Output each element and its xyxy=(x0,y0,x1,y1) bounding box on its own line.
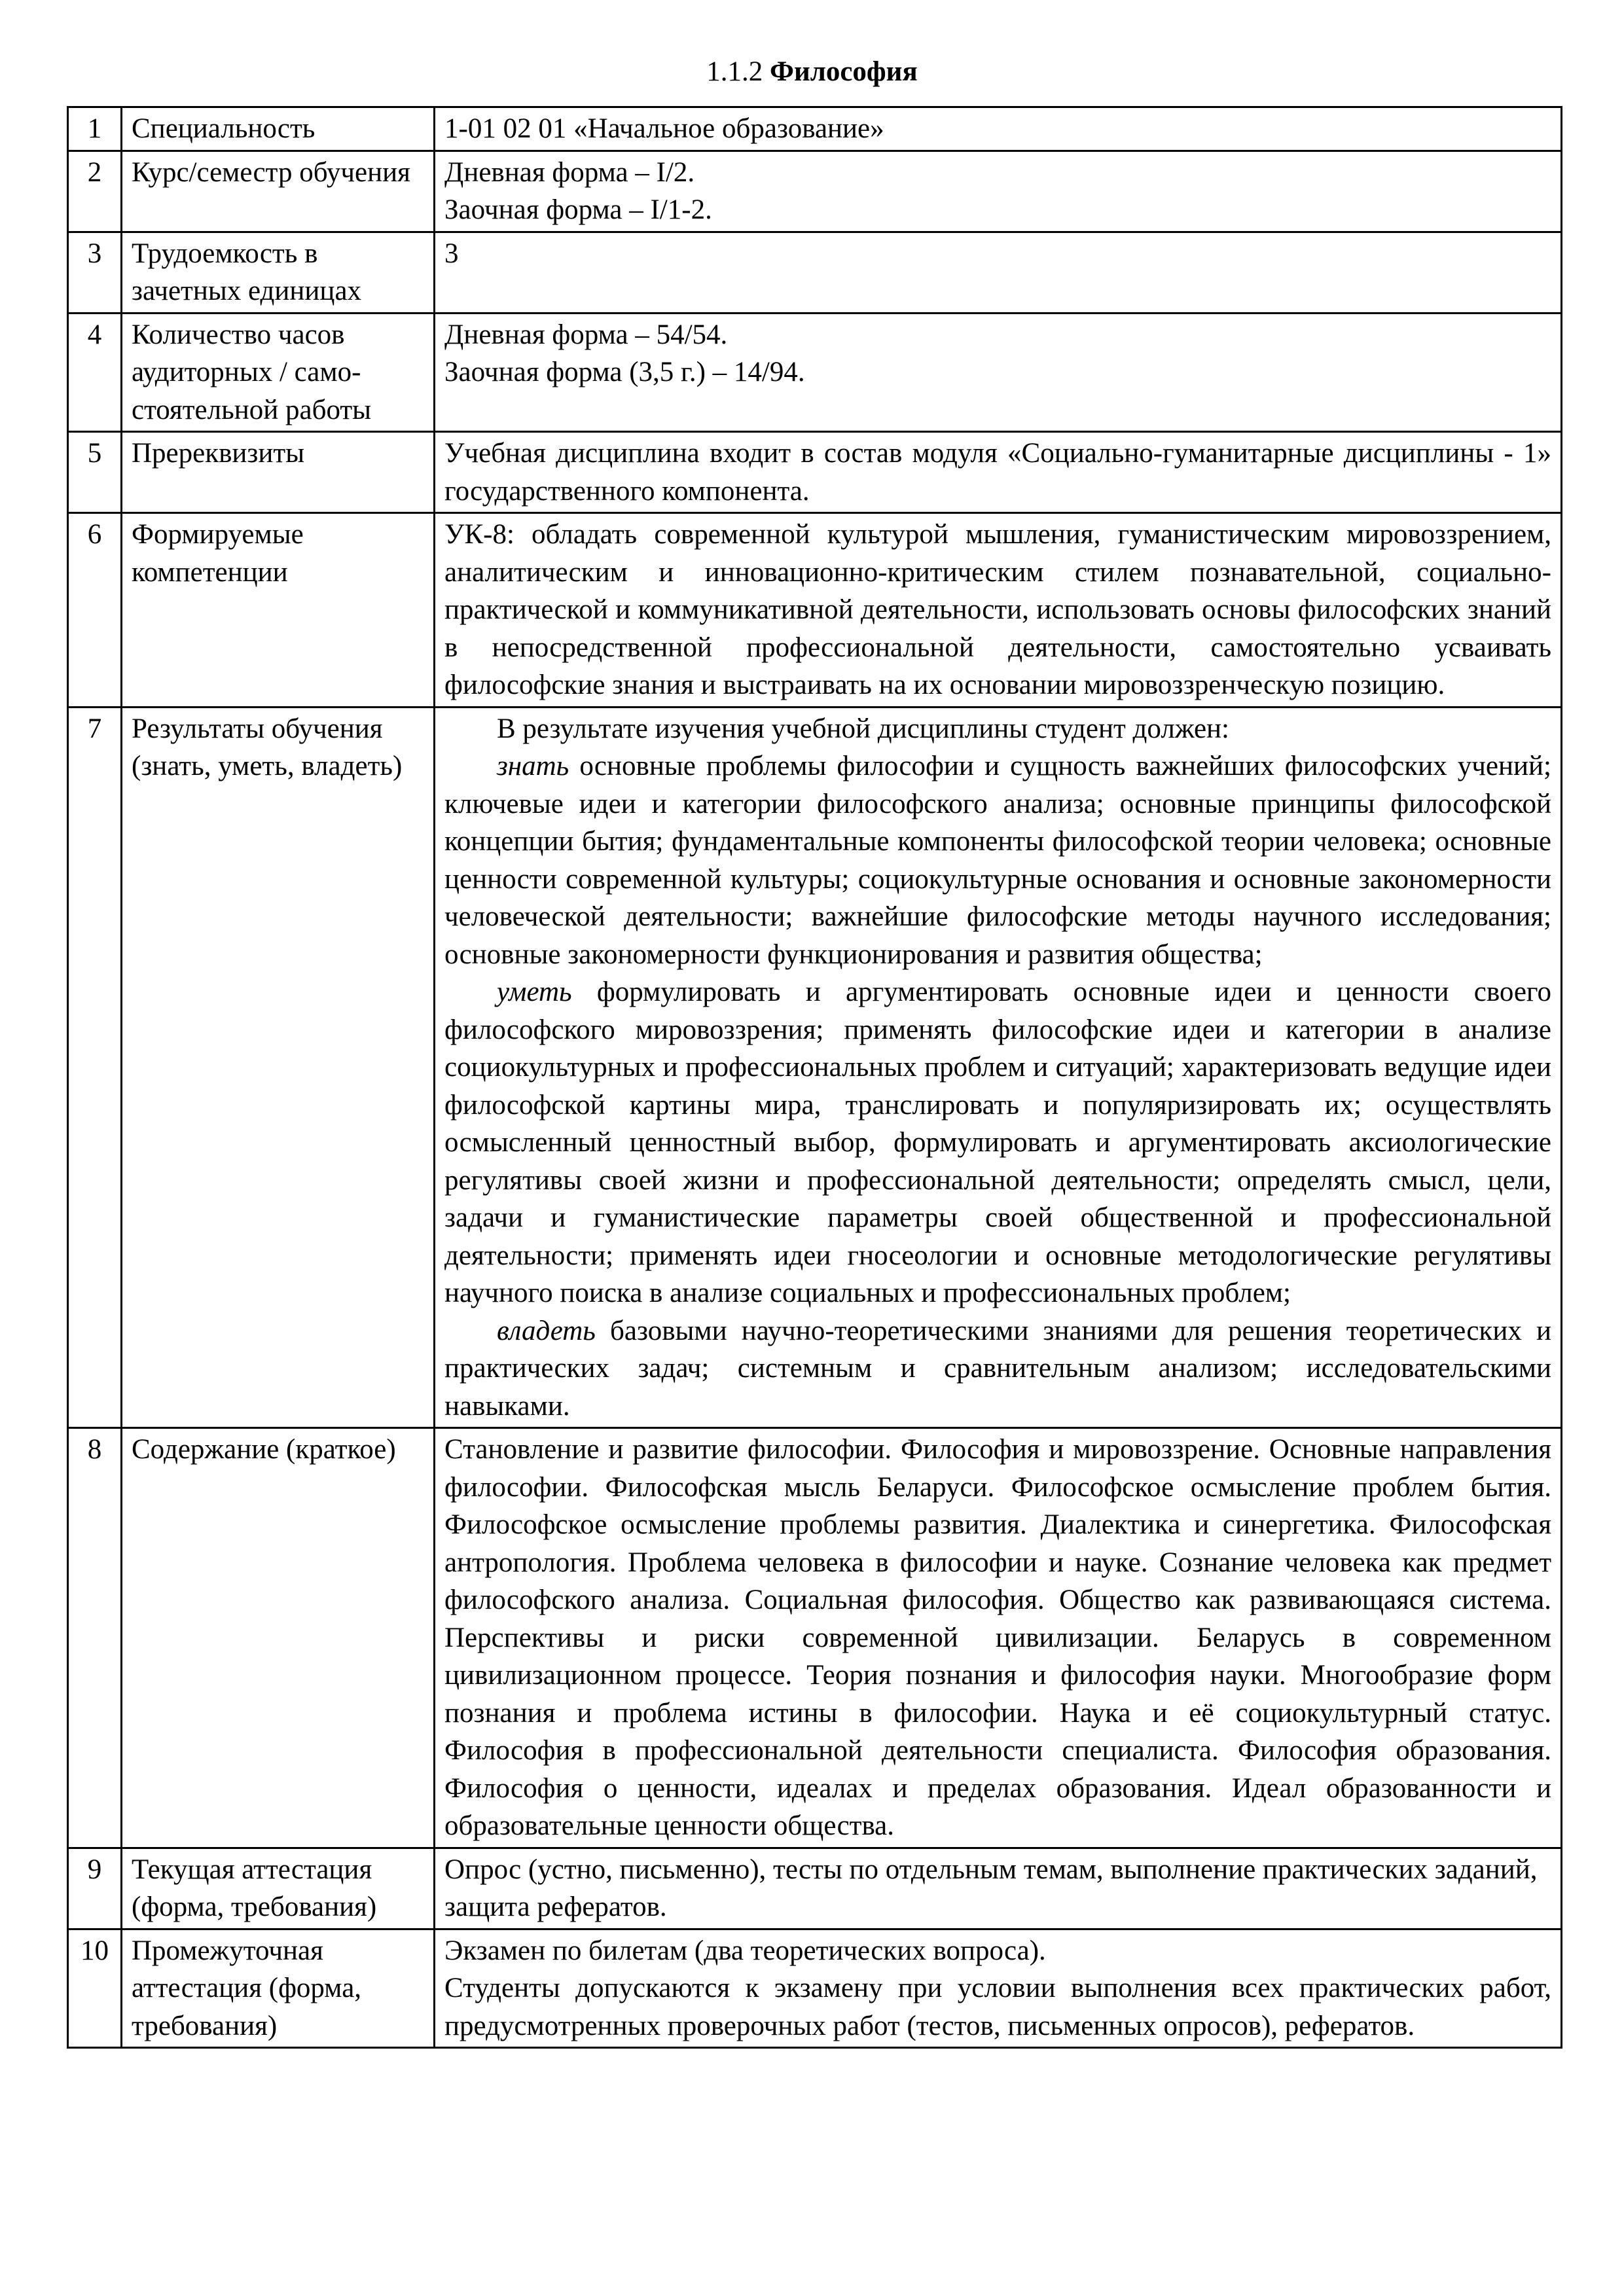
title-number: 1.1.2 xyxy=(706,56,763,87)
row-label: Результаты обучения (знать, уметь, владеть) xyxy=(122,707,435,1428)
row-number: 4 xyxy=(68,313,122,432)
learning-outcome-master xyxy=(444,1312,1551,1426)
row-content xyxy=(435,513,1562,708)
table-row xyxy=(68,107,1562,151)
row-number: 3 xyxy=(68,232,122,313)
content-paragraph: Становление и развитие философии. Философия и мировоззрение. Основные направления философии. Философская мысль Беларуси. Философское осмысление проблем бытия. Философское осмысление проблемы развития. Диалектика и синергетика. Философская антропология. Проблема человека в философии и науке. Сознание человека как предмет философского анализа. Социальная философия. Общество как развивающаяся система. Перспективы и риски современной цивилизации. Беларусь в современном цивилизационном процессе. Теория познания и философия науки. Многообразие форм познания и проблема истины в философии. Наука и её социокультурный статус. Философия в профессиональной деятельности специалиста. Философия образования. Философия о ценности, идеалах и пределах образования. Идеал образованности и образовательные ценности общества. xyxy=(444,1434,1551,1841)
row-number: 10 xyxy=(68,1929,122,2048)
content-line: Заочная форма – I/1-2. xyxy=(444,194,712,225)
table-row xyxy=(68,1929,1562,2048)
content-paragraph: Студенты допускаются к экзамену при условии выполнения всех практических работ, предусмотренных проверочных работ (тестов, письменных опросов), рефератов. xyxy=(444,1973,1551,2041)
row-number: 9 xyxy=(68,1848,122,1929)
table-row xyxy=(68,432,1562,513)
row-number: 2 xyxy=(68,151,122,232)
learning-outcomes-intro: В результате изучения учебной дисциплины студент должен: xyxy=(497,713,1230,744)
content-line: Заочная форма (3,5 г.) – 14/94. xyxy=(444,357,805,387)
row-label: Содержание (краткое) xyxy=(122,1428,435,1848)
table-row xyxy=(68,313,1562,432)
row-content xyxy=(435,1929,1562,2048)
row-label: Формируемые компетенции xyxy=(122,513,435,708)
table-row xyxy=(68,1428,1562,1848)
row-content xyxy=(435,1848,1562,1929)
outcome-text: базовыми научно-теоретическими знаниями для решения теоретических и практических задач; системным и сравнительным анализом; исследовательскими навыками. xyxy=(444,1315,1551,1422)
table-row xyxy=(68,151,1562,232)
row-number: 7 xyxy=(68,707,122,1428)
outcome-keyword: владеть xyxy=(497,1315,596,1346)
row-number: 6 xyxy=(68,513,122,708)
page-title xyxy=(0,54,1624,90)
table-row xyxy=(68,513,1562,708)
row-label: Количество часов аудиторных / само-стоятельной работы xyxy=(122,313,435,432)
row-label: Специальность xyxy=(122,107,435,151)
table-row xyxy=(68,1848,1562,1929)
learning-outcome-can xyxy=(444,973,1551,1312)
row-label: Трудоемкость в зачетных единицах xyxy=(122,232,435,313)
row-content xyxy=(435,151,1562,232)
content-line: Дневная форма – 54/54. xyxy=(444,319,728,350)
row-content xyxy=(435,707,1562,1428)
content-line: 1-01 02 01 «Начальное образование» xyxy=(444,113,884,144)
discipline-table xyxy=(67,106,1562,2049)
title-name: Философия xyxy=(770,56,918,87)
table-row xyxy=(68,707,1562,1428)
outcome-keyword: уметь xyxy=(497,977,572,1007)
content-paragraph: Учебная дисциплина входит в состав модуля «Социально-гуманитарные дисциплины - 1» государственного компонента. xyxy=(444,438,1551,507)
content-line: 3 xyxy=(444,238,459,269)
outcome-text: формулировать и аргументировать основные идеи и ценности своего философского мировоззрения; применять философские идеи и категории в анализе социокультурных и профессиональных проблем и ситуаций; характеризовать ведущие идеи философской картины мира, транслировать и популяризировать их; осуществлять осмысленный ценностный выбор, формулировать и аргументировать аксиологические регулятивы своей жизни и профессиональной деятельности; определять смысл, цели, задачи и гуманистические параметры своей общественной и профессиональной деятельности; применять идеи гносеологии и основные методологические регулятивы научного поиска в анализе социальных и профессиональных проблем; xyxy=(444,977,1551,1308)
row-content xyxy=(435,1428,1562,1848)
row-content xyxy=(435,232,1562,313)
content-line: Дневная форма – I/2. xyxy=(444,156,695,188)
row-content xyxy=(435,313,1562,432)
outcome-text: основные проблемы философии и сущность важнейших философских учений; ключевые идеи и категории философского анализа; основные принципы философской концепции бытия; фундаментальные компоненты философской теории человека; основные ценности современной культуры; социокультурные основания и основные закономерности человеческой деятельности; важнейшие философские методы научного исследования; основные закономерности функционирования и развития общества; xyxy=(444,751,1551,970)
content-paragraph: УК-8: обладать современной культурой мышления, гуманистическим мировоззрением, аналитическим и инновационно-критическим стилем познавательной, социально-практической и коммуникативной деятельности, использовать основы философских знаний в непосредственной профессиональной деятельности, самостоятельно усваивать философские знания и выстраивать на их основании мировоззренческую позицию. xyxy=(444,519,1551,700)
learning-outcome-know xyxy=(444,747,1551,973)
row-label: Текущая аттестация (форма, требования) xyxy=(122,1848,435,1929)
table-row xyxy=(68,232,1562,313)
row-number: 8 xyxy=(68,1428,122,1848)
row-label: Курс/семестр обучения xyxy=(122,151,435,232)
row-label: Промежуточная аттестация (форма, требования) xyxy=(122,1929,435,2048)
row-content xyxy=(435,432,1562,513)
content-line: Экзамен по билетам (два теоретических вопроса). xyxy=(444,1935,1046,1966)
content-paragraph: Опрос (устно, письменно), тесты по отдельным темам, выполнение практических заданий, защита рефератов. xyxy=(444,1854,1538,1922)
outcome-keyword: знать xyxy=(497,751,569,781)
row-number: 1 xyxy=(68,107,122,151)
row-content xyxy=(435,107,1562,151)
row-number: 5 xyxy=(68,432,122,513)
row-label: Пререквизиты xyxy=(122,432,435,513)
